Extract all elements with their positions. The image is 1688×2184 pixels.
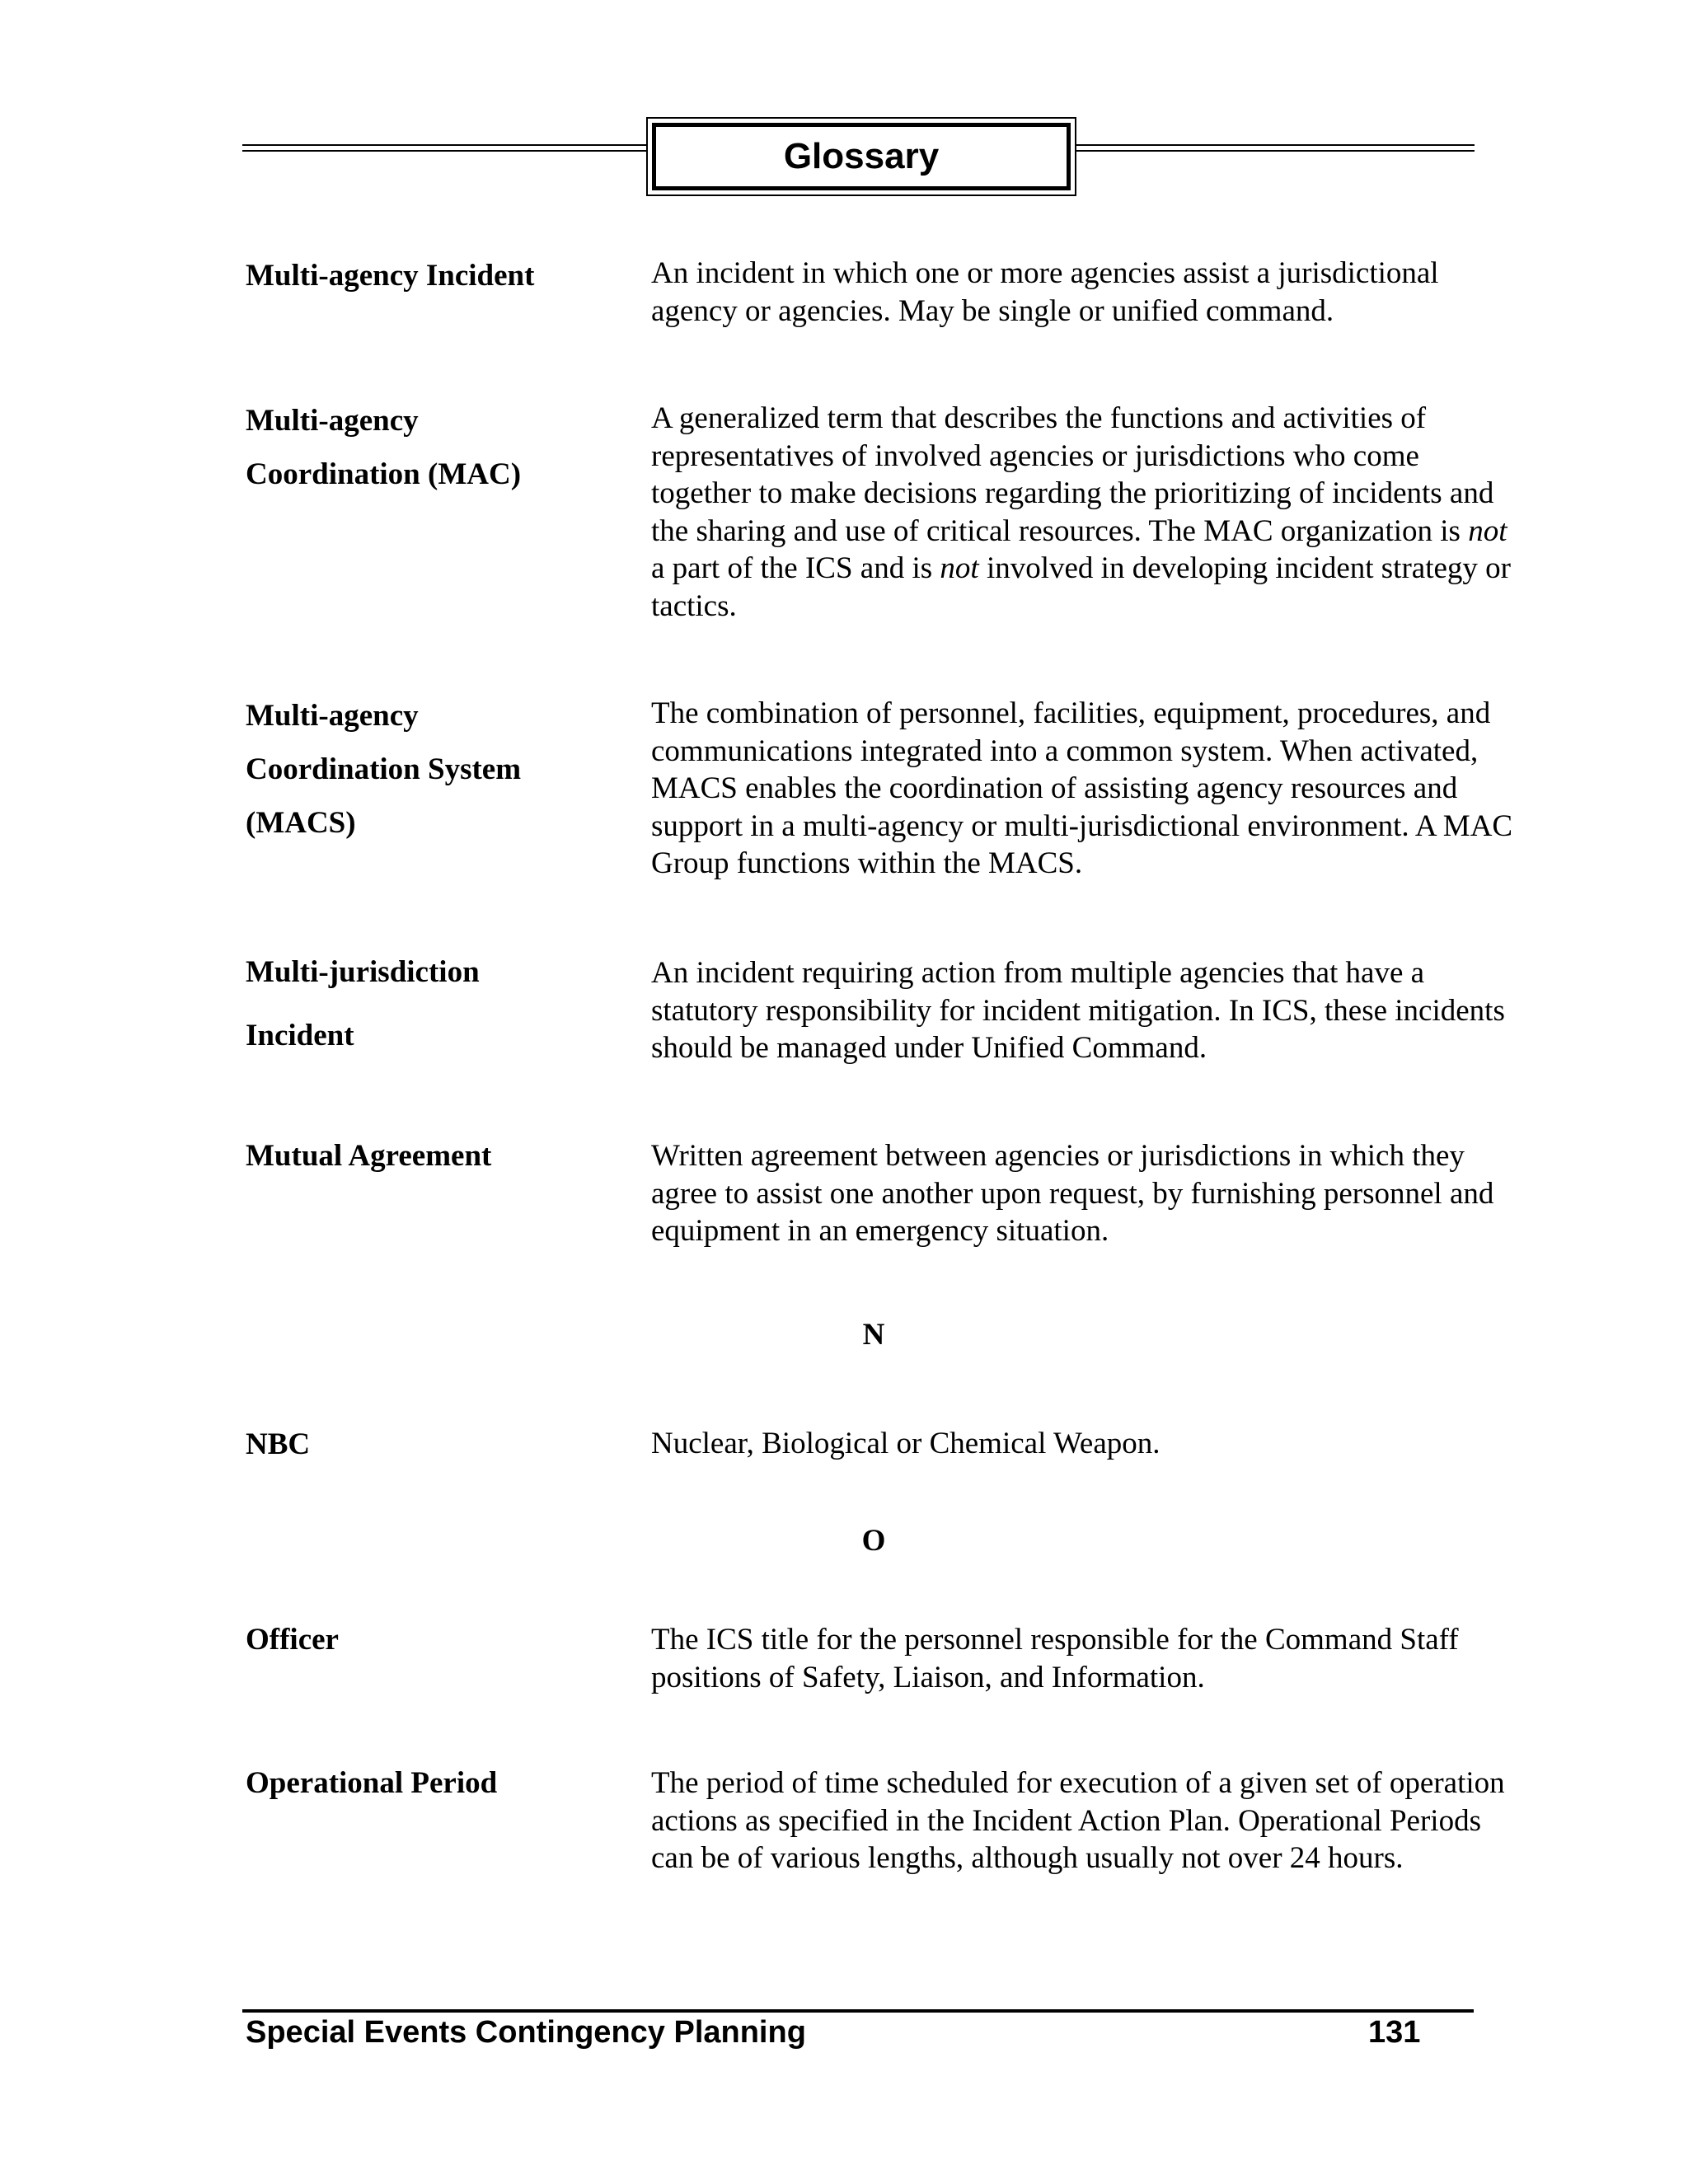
term-line: Multi-agency: [246, 699, 419, 733]
term-line: (MACS): [246, 806, 356, 840]
term-line: Coordination System: [246, 752, 522, 786]
page-number: 131: [1368, 2015, 1421, 2050]
definition-text: The period of time scheduled for execution of a given set of operation actions as specified in the Incident Action Plan. Operational Periods can be of various lengths, although usually not over 24 hours.: [651, 1766, 1505, 1876]
glossary-term: [246, 689, 521, 850]
glossary-definition: [651, 1621, 1517, 1696]
term-line: Multi-agency: [246, 404, 419, 438]
section-letter: O: [861, 1524, 886, 1558]
term-line: Multi-agency Incident: [246, 259, 535, 293]
definition-text: The combination of personnel, facilities, equipment, procedures, and communications integrated into a common system. When activated, MACS enables the coordination of assisting agency resources and support in a multi-agency or multi-jurisdictional environment. A MAC Group functions within the MACS.: [651, 696, 1513, 881]
header-rule-right: [1076, 144, 1475, 152]
definition-text: involved in developing incident strategy or tactics.: [651, 551, 1511, 623]
term-line: Mutual Agreement: [246, 1139, 492, 1173]
term-line: Multi-jurisdiction: [246, 955, 480, 989]
footer-title: Special Events Contingency Planning: [246, 2015, 806, 2050]
definition-text: An incident requiring action from multiple agencies that have a statutory responsibility for incident mitigation. In ICS, these incidents should be managed under Unified Command.: [651, 956, 1505, 1066]
section-letter: N: [862, 1318, 885, 1352]
footer-rule: [242, 2009, 1474, 2013]
definition-text: An incident in which one or more agencies assist a jurisdictional agency or agencies. May be single or unified command.: [651, 256, 1439, 328]
glossary-definition: [651, 1137, 1517, 1250]
definition-text: Nuclear, Biological or Chemical Weapon.: [651, 1427, 1160, 1460]
glossary-term: [246, 1129, 491, 1183]
page-title: Glossary: [652, 123, 1071, 190]
glossary-term: [246, 394, 521, 501]
definition-text: A generalized term that describes the functions and activities of representatives of involved agencies or jurisdictions who come together to make decisions regarding the prioritizing of incidents and the sharing and use of critical resources. The MAC organization is: [651, 401, 1494, 548]
term-line: Operational Period: [246, 1766, 498, 1800]
term-line: Incident: [246, 1019, 354, 1052]
definition-emphasis: not: [940, 551, 979, 586]
title-box: [646, 117, 1076, 196]
glossary-definition: [651, 954, 1517, 1067]
definition-emphasis: not: [1468, 513, 1507, 548]
glossary-term: [246, 1418, 310, 1471]
term-line: Officer: [246, 1623, 339, 1657]
glossary-definition: [651, 400, 1517, 626]
header-rule-left: [242, 144, 651, 152]
glossary-term: [246, 249, 534, 302]
term-line: Coordination (MAC): [246, 457, 522, 491]
glossary-definition: [651, 1765, 1517, 1877]
glossary-term: [246, 945, 480, 1062]
glossary-definition: [651, 695, 1517, 883]
glossary-definition: [651, 1425, 1517, 1463]
glossary-term: [246, 1613, 339, 1666]
term-line: NBC: [246, 1427, 311, 1461]
glossary-definition: [651, 255, 1517, 330]
definition-text: Written agreement between agencies or jurisdictions in which they agree to assist one another upon request, by furnishing personnel and equipment in an emergency situation.: [651, 1139, 1494, 1249]
glossary-term: [246, 1756, 497, 1810]
definition-text: a part of the ICS and is: [651, 551, 940, 586]
definition-text: The ICS title for the personnel responsible for the Command Staff positions of Safety, Liaison, and Information.: [651, 1623, 1459, 1694]
